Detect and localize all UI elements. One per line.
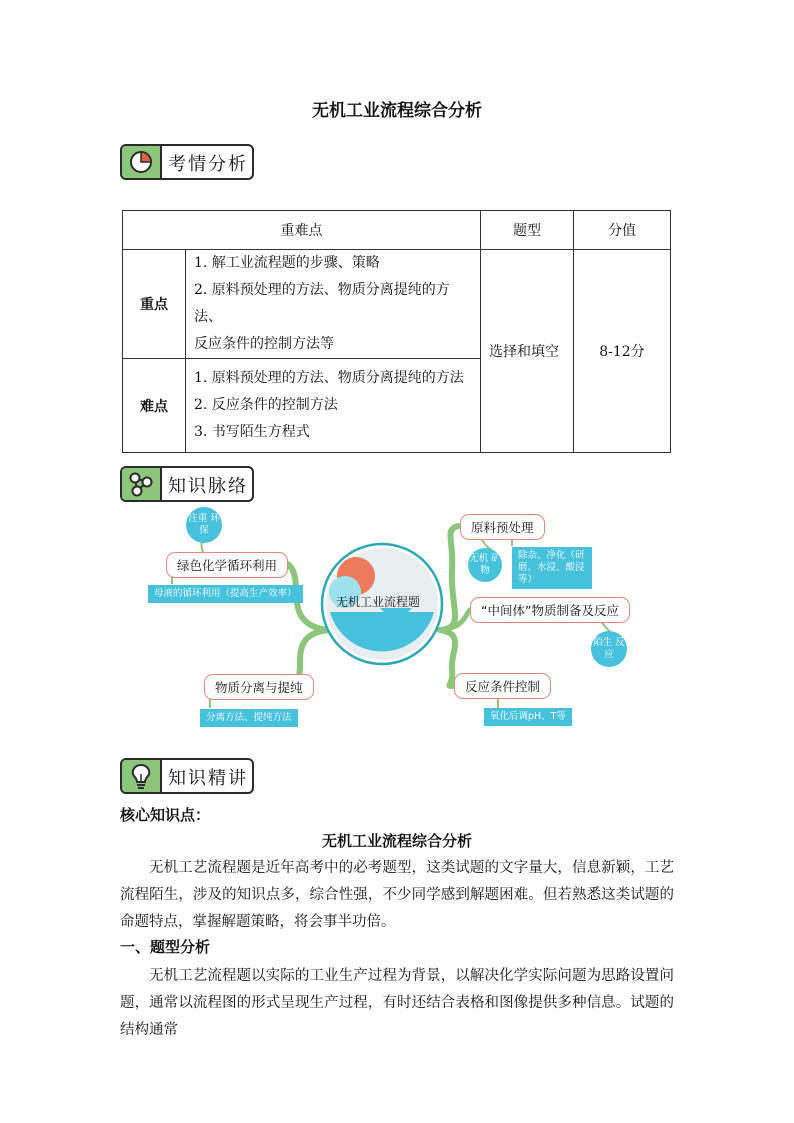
node-green-chemistry: 绿色化学循环利用	[166, 552, 288, 578]
key-points-cell	[186, 250, 481, 359]
tag-conditions: 氧化后调pH、T等	[484, 708, 572, 726]
tag-separation-methods: 分离方法、提纯方法	[200, 709, 298, 727]
list-item: 1. 原料预处理的方法、物质分离提纯的方法	[194, 370, 464, 386]
tag-pretreatment: 除杂、净化（研磨、水浸、酸浸等）	[512, 547, 592, 589]
node-conditions: 反应条件控制	[454, 673, 551, 699]
list-item: 2. 反应条件的控制方法	[194, 397, 338, 413]
bubble-new-reaction: 陌生 反应	[591, 631, 627, 667]
page-title: 无机工业流程综合分析	[312, 101, 482, 121]
bubble-mineral: 无机 矿物	[468, 548, 502, 582]
lightbulb-icon	[122, 760, 162, 792]
row-label: 难点	[123, 359, 186, 453]
intro-paragraph: 无机工艺流程题是近年高考中的必考题型，这类试题的文字量大，信息新颖，工艺流程陌生，涉及的知识点多，综合性强，不少同学感到解题困难。但若熟悉这类试题的命题特点，掌握解题策略，将会事半功倍。	[120, 860, 674, 930]
section-banner-lecture	[120, 758, 254, 794]
pie-chart-icon	[122, 146, 162, 178]
row-label: 重点	[123, 250, 186, 359]
node-separation: 物质分离与提纯	[204, 674, 314, 700]
core-knowledge-label: 核心知识点：	[120, 806, 211, 824]
network-icon	[122, 468, 162, 500]
list-item: 反应条件的控制方法等	[194, 336, 334, 352]
table-header: 分值	[574, 211, 671, 250]
score-cell: 8-12分	[574, 250, 671, 453]
section-title: 考情分析	[168, 154, 248, 175]
difficult-points-cell	[186, 359, 481, 453]
list-item: 1. 解工业流程题的步骤、策略	[194, 255, 380, 271]
mindmap-center-label: 无机工业流程题	[336, 595, 421, 609]
analysis-table	[122, 210, 671, 453]
node-pretreatment: 原料预处理	[460, 514, 545, 540]
content-subtitle: 无机工业流程综合分析	[321, 832, 472, 850]
mindmap-branches	[0, 500, 794, 740]
section-title: 知识脉络	[168, 476, 248, 497]
table-header: 重难点	[123, 211, 481, 250]
bubble-env: 注重 环保	[186, 507, 222, 543]
analysis-paragraph: 无机工艺流程题以实际的工业生产过程为背景，以解决化学实际问题为思路设置问题，通常以流程图的形式呈现生产过程，有时还结合表格和图像提供多种信息。试题的结构通常	[120, 968, 674, 1038]
node-intermediate: “中间体”物质制备及反应	[470, 597, 630, 623]
section-banner-analysis	[120, 144, 254, 180]
tag-recycle: 母液的循环利用（提高生产效率）	[148, 585, 303, 603]
list-item: 2. 原料预处理的方法、物质分离提纯的方法、	[194, 282, 450, 325]
table-header: 题型	[481, 211, 574, 250]
question-type-cell: 选择和填空	[481, 250, 574, 453]
list-item: 3. 书写陌生方程式	[194, 424, 310, 440]
section-banner-knowledge-map	[120, 466, 254, 502]
section-heading: 一、题型分析	[120, 938, 211, 956]
section-title: 知识精讲	[168, 768, 248, 789]
